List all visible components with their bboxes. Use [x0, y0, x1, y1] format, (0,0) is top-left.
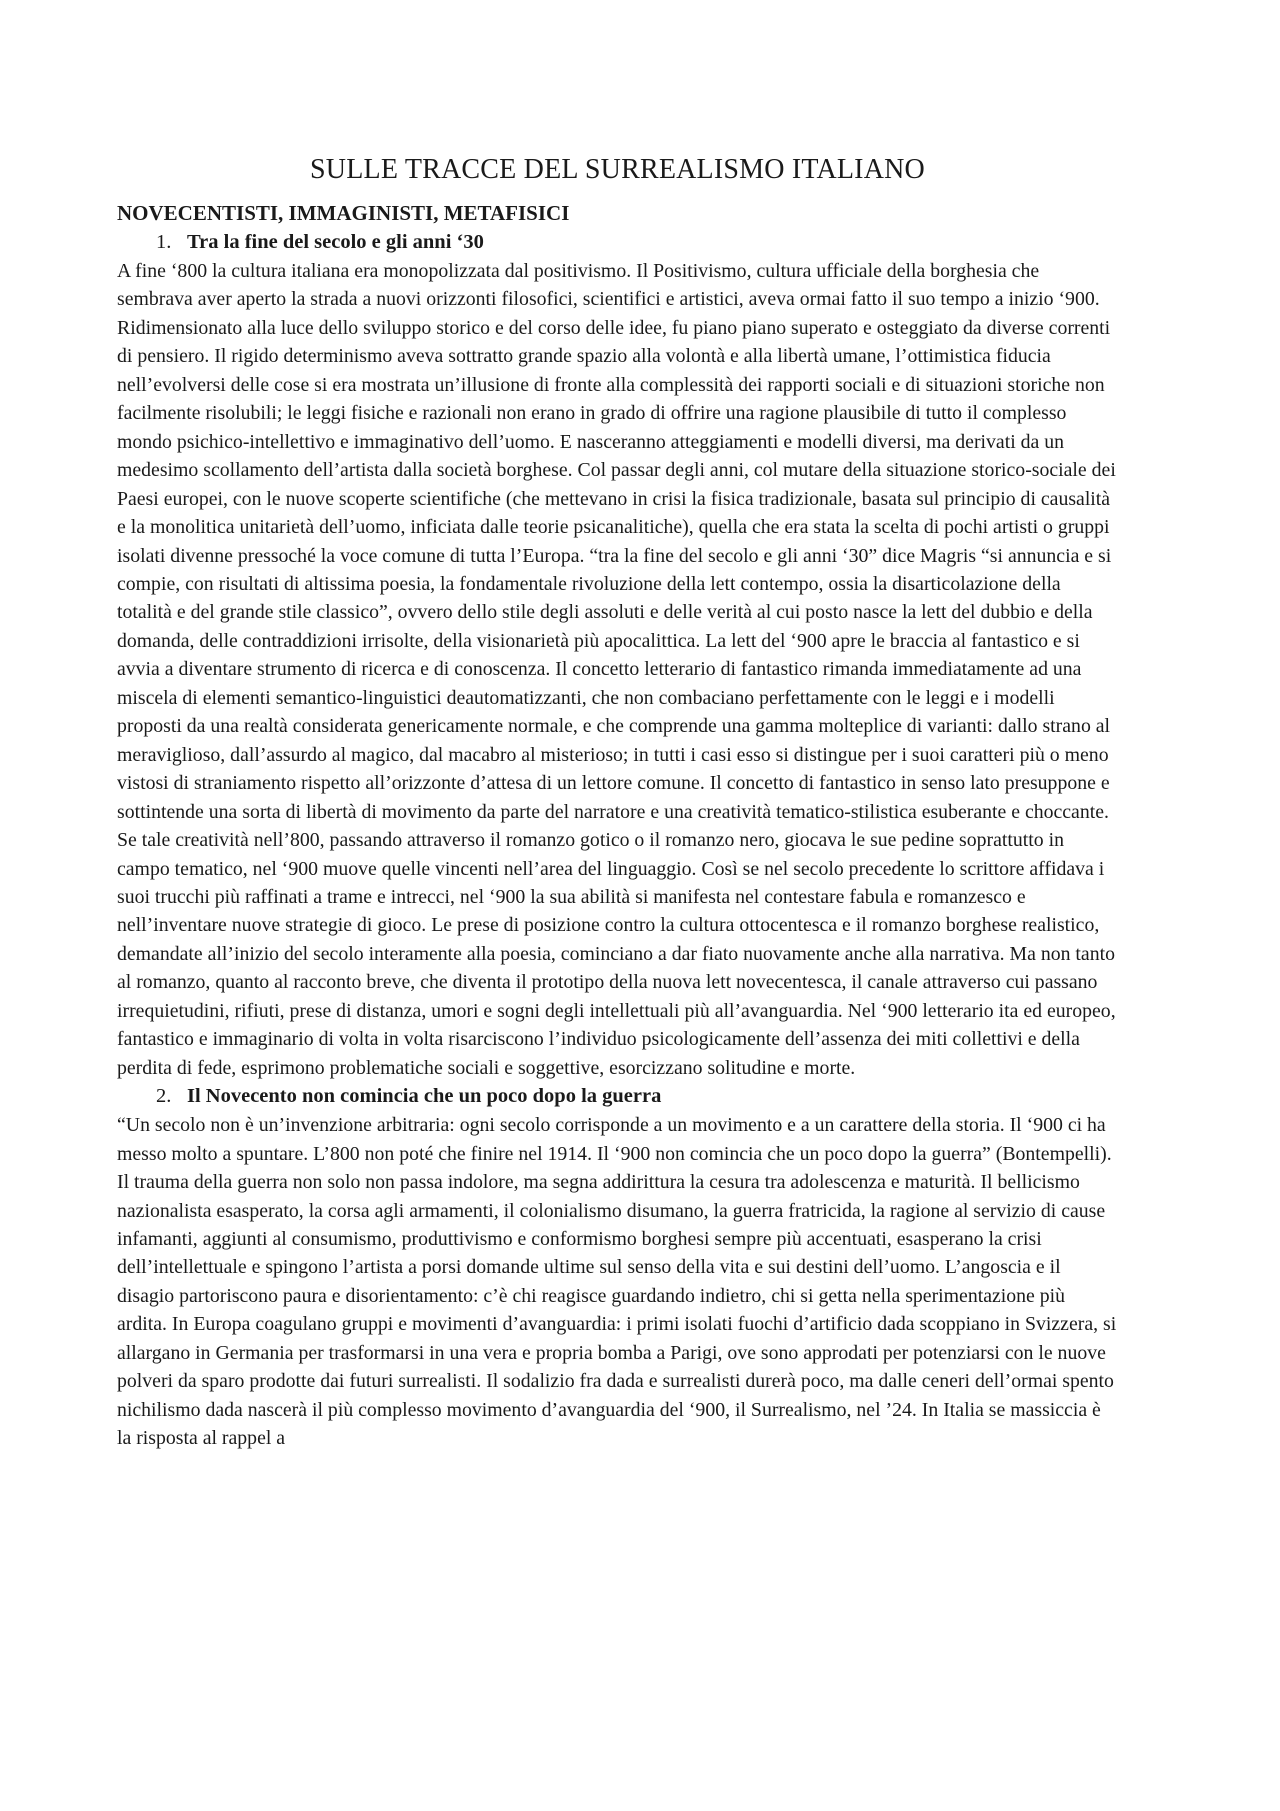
- chapter-1-body: A fine ‘800 la cultura italiana era monopolizzata dal positivismo. Il Positivismo, cultura ufficiale della borghesia che sembrava aver aperto la strada a nuovi orizzonti filosofici, scientifici e artistici, aveva ormai fatto il suo tempo a inizio ‘900. Ridimensionato alla luce dello sviluppo storico e del corso delle idee, fu piano piano superato e osteggiato da diverse correnti di pensiero. Il rigido determinismo aveva sottratto grande spazio alla volontà e alla libertà umane, l’ottimistica fiducia nell’evolversi delle cose si era mostrata un’illusione di fronte alla complessità dei rapporti sociali e di situazioni storiche non facilmente risolubili; le leggi fisiche e razionali non erano in grado di offrire una ragione plausibile di tutto il complesso mondo psichico-intellettivo e immaginativo dell’uomo. E nasceranno atteggiamenti e modelli diversi, ma derivati da un medesimo scollamento dell’artista dalla società borghese. Col passar degli anni, col mutare della situazione storico-sociale dei Paesi europei, con le nuove scoperte scientifiche (che mettevano in crisi la fisica tradizionale, basata sul principio di causalità e la monolitica unitarietà dell’uomo, inficiata dalle teorie psicanalitiche), quella che era stata la scelta di pochi artisti o gruppi isolati divenne pressoché la voce comune di tutta l’Europa. “tra la fine del secolo e gli anni ‘30” dice Magris “si annuncia e si compie, con risultati di altissima poesia, la fondamentale rivoluzione della lett contempo, ossia la disarticolazione della totalità e del grande stile classico”, ovvero dello stile degli assoluti e delle verità al cui posto nasce la lett del dubbio e della domanda, delle contraddizioni irrisolte, della visionarietà più apocalittica. La lett del ‘900 apre le braccia al fantastico e si avvia a diventare strumento di ricerca e di conoscenza. Il concetto letterario di fantastico rimanda immediatamente ad una miscela di elementi semantico-linguistici deautomatizzanti, che non combaciano perfettamente con le leggi e i modelli proposti da una realtà considerata genericamente normale, e che comprende una gamma molteplice di varianti: dallo strano al meraviglioso, dall’assurdo al magico, dal macabro al misterioso; in tutti i casi esso si distingue per i suoi caratteri più o meno vistosi di straniamento rispetto all’orizzonte d’attesa di un lettore comune. Il concetto di fantastico in senso lato presuppone e sottintende una sorta di libertà di movimento da parte del narratore e una creatività tematico-stilistica esuberante e choccante. Se tale creatività nell’800, passando attraverso il romanzo gotico o il romanzo nero, giocava le sue pedine soprattutto in campo tematico, nel ‘900 muove quelle vincenti nell’area del linguaggio. Così se nel secolo precedente lo scrittore affidava i suoi trucchi più raffinati a trame e intrecci, nel ‘900 la sua abilità si manifesta nel contestare fabula e romanzesco e nell’inventare nuove strategie di gioco. Le prese di posizione contro la cultura ottocentesca e il romanzo borghese realistico, demandate all’inizio del secolo interamente alla poesia, cominciano a dar fiato nuovamente anche alla narrativa. Ma non tanto al romanzo, quanto al racconto breve, che diventa il prototipo della nuova lett novecentesca, il canale attraverso cui passano irrequietudini, rifiuti, prese di distanza, umori e sogni degli intellettuali più all’avanguardia. Nel ‘900 letterario ita ed europeo, fantastico e immaginario di volta in volta risarciscono l’individuo psicologicamente dell’assenza dei miti collettivi e della perdita di fede, esprimono problematiche sociali e soggettive, esorcizzano solitudine e morte.: [117, 260, 1116, 1079]
- chapter-heading-1: [117, 228, 1118, 257]
- document-title: SULLE TRACCE DEL SURREALISMO ITALIANO: [310, 154, 925, 185]
- chapter-title: Il Novecento non comincia che un poco dopo la guerra: [187, 1085, 662, 1108]
- chapter-2-body: “Un secolo non è un’invenzione arbitraria: ogni secolo corrisponde a un movimento e a un carattere della storia. Il ‘900 ci ha messo molto a spuntare. L’800 non poté che finire nel 1914. Il ‘900 non comincia che un poco dopo la guerra” (Bontempelli). Il trauma della guerra non solo non passa indolore, ma segna addirittura la cesura tra adolescenza e maturità. Il bellicismo nazionalista esasperato, la corsa agli armamenti, il colonialismo disumano, la guerra fratricida, la ragione al servizio di cause infamanti, aggiunti al consumismo, produttivismo e conformismo borghesi sempre più accentuati, esasperano la crisi dell’intellettuale e spingono l’artista a porsi domande ultime sul senso della vita e sui destini dell’uomo. L’angoscia e il disagio partoriscono paura e disorientamento: c’è chi reagisce guardando indietro, chi si getta nella sperimentazione più ardita. In Europa coagulano gruppi e movimenti d’avanguardia: i primi isolati fuochi d’artificio dada scoppiano in Svizzera, si allargano in Germania per trasformarsi in una vera e propria bomba a Parigi, ove sono approdati per potenziarsi con le nuove polveri da sparo prodotte dai futuri surrealisti. Il sodalizio fra dada e surrealisti durerà poco, ma dalle ceneri dell’ormai spento nichilismo dada nascerà il più complesso movimento d’avanguardia del ‘900, il Surrealismo, nel ’24. In Italia se massiccia è la risposta al rappel a: [117, 1114, 1117, 1450]
- chapter-title: Tra la fine del secolo e gli anni ‘30: [187, 231, 484, 253]
- section-heading: NOVECENTISTI, IMMAGINISTI, METAFISICI: [117, 201, 570, 225]
- chapter-number: 2.: [156, 1085, 172, 1108]
- chapter-number: 1.: [156, 231, 172, 253]
- chapter-heading-2: [117, 1082, 1118, 1111]
